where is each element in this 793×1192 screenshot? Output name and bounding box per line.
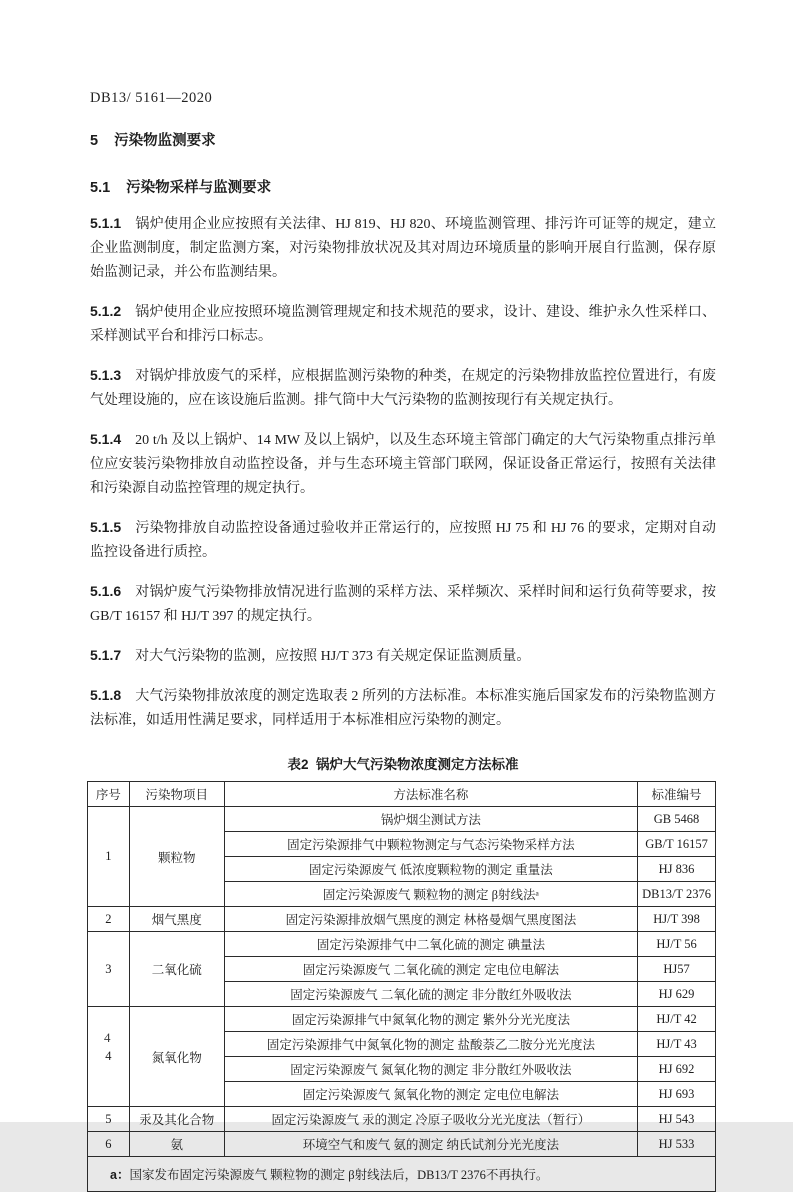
header-code: 标准编号 <box>638 782 716 807</box>
header-no: 序号 <box>88 782 130 807</box>
table-header-row <box>88 782 716 807</box>
clause-text: 锅炉使用企业应按照环境监测管理规定和技术规范的要求，设计、建设、维护永久性采样口、采样测试平台和排污口标志。 <box>90 305 716 344</box>
footnote-cell <box>88 1157 716 1192</box>
seq-cell: 2 <box>88 907 130 932</box>
section-number: 5 <box>90 133 99 149</box>
code-cell: HJ 692 <box>638 1057 716 1082</box>
method-cell: 固定污染源废气 氮氧化物的测定 非分散红外吸收法 <box>224 1057 637 1082</box>
method-cell: 固定污染源排放烟气黑度的测定 林格曼烟气黑度图法 <box>224 907 637 932</box>
clause-5.1.7 <box>90 643 716 669</box>
code-cell: GB/T 16157 <box>638 832 716 857</box>
clause-number: 5.1.4 <box>90 431 122 447</box>
clause-number: 5.1.7 <box>90 647 122 663</box>
clause-5.1.5 <box>90 515 716 565</box>
footnote-marker: a： <box>110 1168 130 1182</box>
subsection-number: 5.1 <box>90 180 111 196</box>
section-title: 污染物监测要求 <box>114 133 216 149</box>
seq-cell: 4 <box>88 1007 130 1107</box>
method-cell: 固定污染源废气 汞的测定 冷原子吸收分光光度法（暂行） <box>224 1107 637 1132</box>
table-caption-label: 表2 <box>287 757 309 772</box>
clause-number: 5.1.3 <box>90 367 122 383</box>
clause-5.1.6 <box>90 579 716 629</box>
pollutant-cell: 二氧化硫 <box>129 932 224 1007</box>
method-cell: 固定污染源排气中氮氧化物的测定 紫外分光光度法 <box>224 1007 637 1032</box>
page-number: 4 <box>104 1030 111 1045</box>
code-cell: HJ 629 <box>638 982 716 1007</box>
method-cell: 锅炉烟尘测试方法 <box>224 807 637 832</box>
table-row <box>88 807 716 832</box>
method-cell: 固定污染源废气 二氧化硫的测定 定电位电解法 <box>224 957 637 982</box>
clause-text: 对大气污染物的监测，应按照 HJ/T 373 有关规定保证监测质量。 <box>135 649 531 664</box>
clause-5.1.2 <box>90 299 716 349</box>
method-cell: 固定污染源排气中二氧化硫的测定 碘量法 <box>224 932 637 957</box>
code-cell: HJ 836 <box>638 857 716 882</box>
clause-text: 锅炉使用企业应按照有关法律、HJ 819、HJ 820、环境监测管理、排污许可证等的规定，建立企业监测制度，制定监测方案，对污染物排放状况及其对周边环境质量的影响开展自行监测，保存原始监测记录，并公布监测结果。 <box>90 217 716 280</box>
method-cell: 固定污染源排气中氮氧化物的测定 盐酸萘乙二胺分光光度法 <box>224 1032 637 1057</box>
table-row <box>88 907 716 932</box>
subsection-title: 污染物采样与监测要求 <box>126 180 272 196</box>
subsection-heading <box>90 176 716 197</box>
code-cell: HJ 533 <box>638 1132 716 1157</box>
code-cell: HJ/T 43 <box>638 1032 716 1057</box>
method-cell: 固定污染源废气 颗粒物的测定 β射线法ᵃ <box>224 882 637 907</box>
table-row <box>88 1007 716 1032</box>
clause-5.1.8 <box>90 683 716 733</box>
table-row <box>88 1132 716 1157</box>
table-caption <box>90 753 716 773</box>
clause-5.1.4 <box>90 427 716 501</box>
clause-text: 污染物排放自动监控设备通过验收并正常运行的，应按照 HJ 75 和 HJ 76 的要求，定期对自动监控设备进行质控。 <box>90 521 716 560</box>
method-cell: 固定污染源排气中颗粒物测定与气态污染物采样方法 <box>224 832 637 857</box>
clause-number: 5.1.2 <box>90 303 122 319</box>
table-caption-title: 锅炉大气污染物浓度测定方法标准 <box>316 757 519 772</box>
clause-text: 20 t/h 及以上锅炉、14 MW 及以上锅炉，以及生态环境主管部门确定的大气污染物重点排污单位应安装污染物排放自动监控设备，并与生态环境主管部门联网，保证设备正常运行，按照有关法律和污染源自动监控管理的规定执行。 <box>90 433 716 496</box>
clause-number: 5.1.5 <box>90 519 122 535</box>
header-method: 方法标准名称 <box>224 782 637 807</box>
code-cell: HJ/T 398 <box>638 907 716 932</box>
seq-cell: 3 <box>88 932 130 1007</box>
method-standards-table <box>87 781 716 1192</box>
code-cell: HJ 693 <box>638 1082 716 1107</box>
code-cell: GB 5468 <box>638 807 716 832</box>
seq-cell: 6 <box>88 1132 130 1157</box>
method-cell: 固定污染源废气 二氧化硫的测定 非分散红外吸收法 <box>224 982 637 1007</box>
method-cell: 环境空气和废气 氨的测定 纳氏试剂分光光度法 <box>224 1132 637 1157</box>
table-row <box>88 1107 716 1132</box>
code-cell: DB13/T 2376 <box>638 882 716 907</box>
pollutant-cell: 颗粒物 <box>129 807 224 907</box>
pollutant-cell: 烟气黑度 <box>129 907 224 932</box>
standard-number: DB13/ 5161—2020 <box>90 90 213 106</box>
clause-text: 大气污染物排放浓度的测定选取表 2 所列的方法标准。本标准实施后国家发布的污染物监测方法标准，如适用性满足要求，同样适用于本标准相应污染物的测定。 <box>90 689 716 728</box>
code-cell: HJ 543 <box>638 1107 716 1132</box>
clause-text: 对锅炉排放废气的采样，应根据监测污染物的种类，在规定的污染物排放监控位置进行，有废气处理设施的，应在该设施后监测。排气筒中大气污染物的监测按现行有关规定执行。 <box>90 369 716 408</box>
code-cell: HJ57 <box>638 957 716 982</box>
page-content <box>90 90 716 1192</box>
method-cell: 固定污染源废气 氮氧化物的测定 定电位电解法 <box>224 1082 637 1107</box>
pollutant-cell: 氮氧化物 <box>129 1007 224 1107</box>
pollutant-cell: 氨 <box>129 1132 224 1157</box>
clause-number: 5.1.8 <box>90 687 122 703</box>
table-row <box>88 932 716 957</box>
clause-number: 5.1.6 <box>90 583 122 599</box>
clause-5.1.1 <box>90 211 716 285</box>
clause-number: 5.1.1 <box>90 215 122 231</box>
method-cell: 固定污染源废气 低浓度颗粒物的测定 重量法 <box>224 857 637 882</box>
code-cell: HJ/T 56 <box>638 932 716 957</box>
code-cell: HJ/T 42 <box>638 1007 716 1032</box>
seq-cell: 1 <box>88 807 130 907</box>
footnote-text: 国家发布固定污染源废气 颗粒物的测定 β射线法后，DB13/T 2376不再执行。 <box>129 1168 549 1182</box>
clause-text: 对锅炉废气污染物排放情况进行监测的采样方法、采样频次、采样时间和运行负荷等要求，按 GB/T 16157 和 HJ/T 397 的规定执行。 <box>90 585 716 624</box>
header-pollutant: 污染物项目 <box>129 782 224 807</box>
seq-cell: 5 <box>88 1107 130 1132</box>
table-footnote-row <box>88 1157 716 1192</box>
section-heading <box>90 129 716 150</box>
pollutant-cell: 汞及其化合物 <box>129 1107 224 1132</box>
clause-5.1.3 <box>90 363 716 413</box>
